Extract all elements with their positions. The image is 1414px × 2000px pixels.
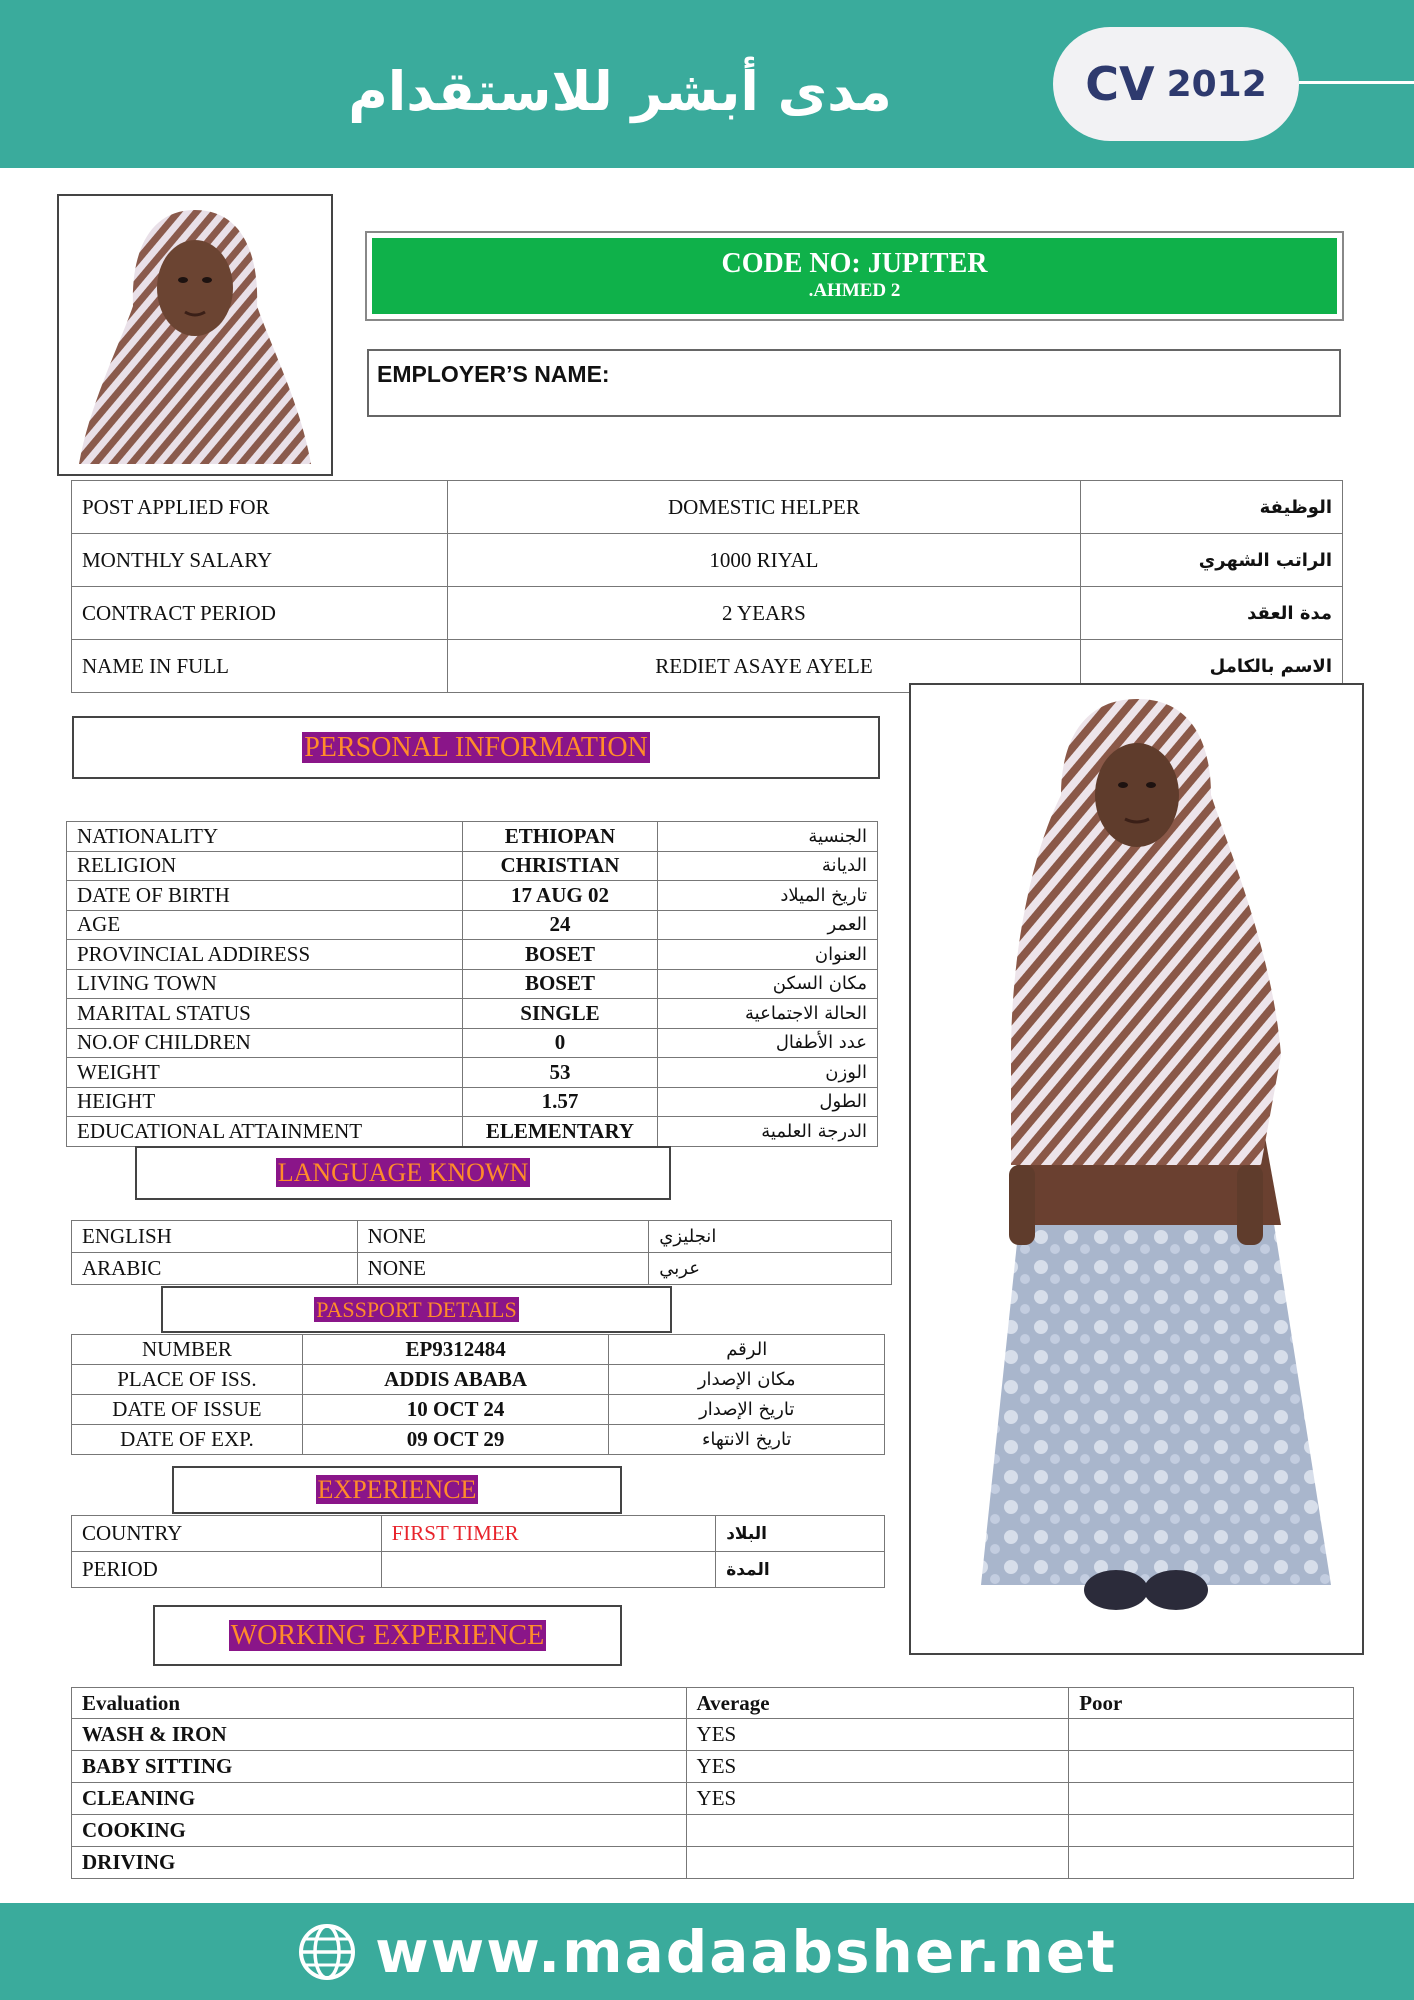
field-value: EP9312484	[302, 1335, 609, 1365]
skill-poor	[1069, 1751, 1354, 1783]
field-label: PLACE OF ISS.	[72, 1365, 303, 1395]
field-label-arabic: العنوان	[658, 940, 878, 970]
column-header-average: Average	[686, 1688, 1069, 1719]
cv-year: 2012	[1166, 63, 1267, 105]
passport-table	[71, 1334, 885, 1455]
skill-average: YES	[686, 1751, 1069, 1783]
field-label-arabic: الطول	[658, 1087, 878, 1117]
field-value: 2 YEARS	[447, 587, 1080, 640]
field-label: DATE OF EXP.	[72, 1425, 303, 1455]
skill-name: BABY SITTING	[72, 1751, 687, 1783]
field-label-arabic: عدد الأطفال	[658, 1028, 878, 1058]
field-label-arabic: الوظيفة	[1081, 481, 1343, 534]
section-working-experience	[153, 1605, 622, 1666]
section-title: PERSONAL INFORMATION	[304, 732, 648, 763]
table-row	[67, 999, 878, 1029]
table-row	[72, 1395, 885, 1425]
field-value: 09 OCT 29	[302, 1425, 609, 1455]
skill-average: YES	[686, 1783, 1069, 1815]
field-value: 0	[462, 1028, 658, 1058]
table-row	[72, 1365, 885, 1395]
table-header-row	[72, 1688, 1354, 1719]
field-label-arabic: الحالة الاجتماعية	[658, 999, 878, 1029]
field-value: 1000 RIYAL	[447, 534, 1080, 587]
code-box	[365, 231, 1344, 321]
field-label: NO.OF CHILDREN	[67, 1028, 463, 1058]
field-value	[381, 1552, 716, 1588]
table-row	[67, 1028, 878, 1058]
header-divider-line	[1299, 81, 1414, 84]
brand-title: مدى أبشر للاستقدام	[348, 60, 892, 123]
field-label: POST APPLIED FOR	[72, 481, 448, 534]
field-label-arabic: مكان السكن	[658, 969, 878, 999]
field-label: NUMBER	[72, 1335, 303, 1365]
employer-name-field	[367, 349, 1341, 417]
field-label-arabic: الجنسية	[658, 822, 878, 852]
field-label: HEIGHT	[67, 1087, 463, 1117]
field-value: BOSET	[462, 940, 658, 970]
employer-name-label: EMPLOYER’S NAME:	[377, 361, 610, 387]
table-row	[67, 940, 878, 970]
language-name: ENGLISH	[72, 1221, 358, 1253]
portrait-photo-frame	[57, 194, 333, 476]
field-label: EDUCATIONAL ATTAINMENT	[67, 1117, 463, 1147]
field-value: SINGLE	[462, 999, 658, 1029]
skill-name: DRIVING	[72, 1847, 687, 1879]
field-value: ETHIOPAN	[462, 822, 658, 852]
section-title: PASSPORT DETAILS	[316, 1297, 517, 1322]
field-label: RELIGION	[67, 851, 463, 881]
field-value: 10 OCT 24	[302, 1395, 609, 1425]
field-value: REDIET ASAYE AYELE	[447, 640, 1080, 693]
skill-average	[686, 1815, 1069, 1847]
field-value: 24	[462, 910, 658, 940]
field-label: LIVING TOWN	[67, 969, 463, 999]
field-value: 53	[462, 1058, 658, 1088]
field-label-arabic: تاريخ الميلاد	[658, 881, 878, 911]
skill-poor	[1069, 1719, 1354, 1751]
footer-website	[0, 1903, 1414, 2000]
table-row	[67, 1087, 878, 1117]
table-row	[72, 1221, 892, 1253]
field-label-arabic: الوزن	[658, 1058, 878, 1088]
skill-poor	[1069, 1847, 1354, 1879]
website-url[interactable]: www.madaabsher.net	[375, 1917, 1117, 1986]
field-label-arabic: العمر	[658, 910, 878, 940]
table-row	[72, 1425, 885, 1455]
portrait-photo	[59, 196, 331, 474]
field-label: MONTHLY SALARY	[72, 534, 448, 587]
table-row	[72, 1253, 892, 1285]
field-label-arabic: تاريخ الإصدار	[609, 1395, 885, 1425]
full-body-photo	[911, 685, 1362, 1653]
language-level: NONE	[357, 1253, 649, 1285]
field-label-arabic: الاسم بالكامل	[1081, 640, 1343, 693]
skill-poor	[1069, 1783, 1354, 1815]
cv-label: CV	[1085, 57, 1155, 111]
field-value: BOSET	[462, 969, 658, 999]
table-row	[72, 587, 1343, 640]
field-value: 1.57	[462, 1087, 658, 1117]
column-header-evaluation: Evaluation	[72, 1688, 687, 1719]
table-row	[72, 1847, 1354, 1879]
job-table	[71, 480, 1343, 693]
personal-table	[66, 821, 878, 1147]
code-banner	[372, 238, 1337, 314]
field-value: 17 AUG 02	[462, 881, 658, 911]
field-label: NATIONALITY	[67, 822, 463, 852]
field-value: CHRISTIAN	[462, 851, 658, 881]
section-title: LANGUAGE KNOWN	[277, 1158, 529, 1187]
field-label: CONTRACT PERIOD	[72, 587, 448, 640]
field-label: COUNTRY	[72, 1516, 382, 1552]
field-label-arabic: الرقم	[609, 1335, 885, 1365]
skill-poor	[1069, 1815, 1354, 1847]
table-row	[72, 481, 1343, 534]
table-row	[72, 1719, 1354, 1751]
code-number: CODE NO: JUPITER	[721, 248, 988, 279]
skill-name: COOKING	[72, 1815, 687, 1847]
table-row	[72, 1783, 1354, 1815]
field-value: ELEMENTARY	[462, 1117, 658, 1147]
section-experience	[172, 1466, 622, 1514]
skill-average	[686, 1847, 1069, 1879]
table-row	[72, 1552, 885, 1588]
language-level: NONE	[357, 1221, 649, 1253]
table-row	[67, 969, 878, 999]
field-label-arabic: تاريخ الانتهاء	[609, 1425, 885, 1455]
table-row	[67, 822, 878, 852]
skill-name: WASH & IRON	[72, 1719, 687, 1751]
experience-table	[71, 1515, 885, 1588]
table-row	[72, 1516, 885, 1552]
globe-icon	[297, 1922, 357, 1982]
code-sub: .AHMED 2	[808, 280, 901, 301]
language-name-arabic: انجليزي	[649, 1221, 892, 1253]
column-header-poor: Poor	[1069, 1688, 1354, 1719]
section-personal-information	[72, 716, 880, 779]
table-row	[67, 881, 878, 911]
skill-name: CLEANING	[72, 1783, 687, 1815]
section-title: EXPERIENCE	[317, 1475, 477, 1504]
field-label-arabic: مكان الإصدار	[609, 1365, 885, 1395]
section-language-known	[135, 1146, 671, 1200]
field-label-arabic: مدة العقد	[1081, 587, 1343, 640]
field-label-arabic: الديانة	[658, 851, 878, 881]
field-label: DATE OF BIRTH	[67, 881, 463, 911]
skill-average: YES	[686, 1719, 1069, 1751]
full-body-photo-frame	[909, 683, 1364, 1655]
table-row	[67, 1117, 878, 1147]
language-name-arabic: عربي	[649, 1253, 892, 1285]
table-row	[72, 1751, 1354, 1783]
table-row	[72, 1335, 885, 1365]
evaluation-table	[71, 1687, 1354, 1879]
table-row	[67, 1058, 878, 1088]
section-passport-details	[161, 1286, 672, 1333]
field-value: DOMESTIC HELPER	[447, 481, 1080, 534]
language-name: ARABIC	[72, 1253, 358, 1285]
section-title: WORKING EXPERIENCE	[230, 1620, 545, 1651]
field-label-arabic: البلاد	[716, 1516, 885, 1552]
field-label-arabic: المدة	[716, 1552, 885, 1588]
field-label-arabic: الدرجة العلمية	[658, 1117, 878, 1147]
table-row	[72, 534, 1343, 587]
table-row	[67, 910, 878, 940]
cv-badge	[1053, 27, 1299, 141]
field-label: AGE	[67, 910, 463, 940]
field-label: MARITAL STATUS	[67, 999, 463, 1029]
language-table	[71, 1220, 892, 1285]
field-label-arabic: الراتب الشهري	[1081, 534, 1343, 587]
table-row	[67, 851, 878, 881]
field-label: NAME IN FULL	[72, 640, 448, 693]
field-value: ADDIS ABABA	[302, 1365, 609, 1395]
field-label: PERIOD	[72, 1552, 382, 1588]
field-label: DATE OF ISSUE	[72, 1395, 303, 1425]
table-row	[72, 1815, 1354, 1847]
field-label: PROVINCIAL ADDIRESS	[67, 940, 463, 970]
field-value: FIRST TIMER	[381, 1516, 716, 1552]
field-label: WEIGHT	[67, 1058, 463, 1088]
